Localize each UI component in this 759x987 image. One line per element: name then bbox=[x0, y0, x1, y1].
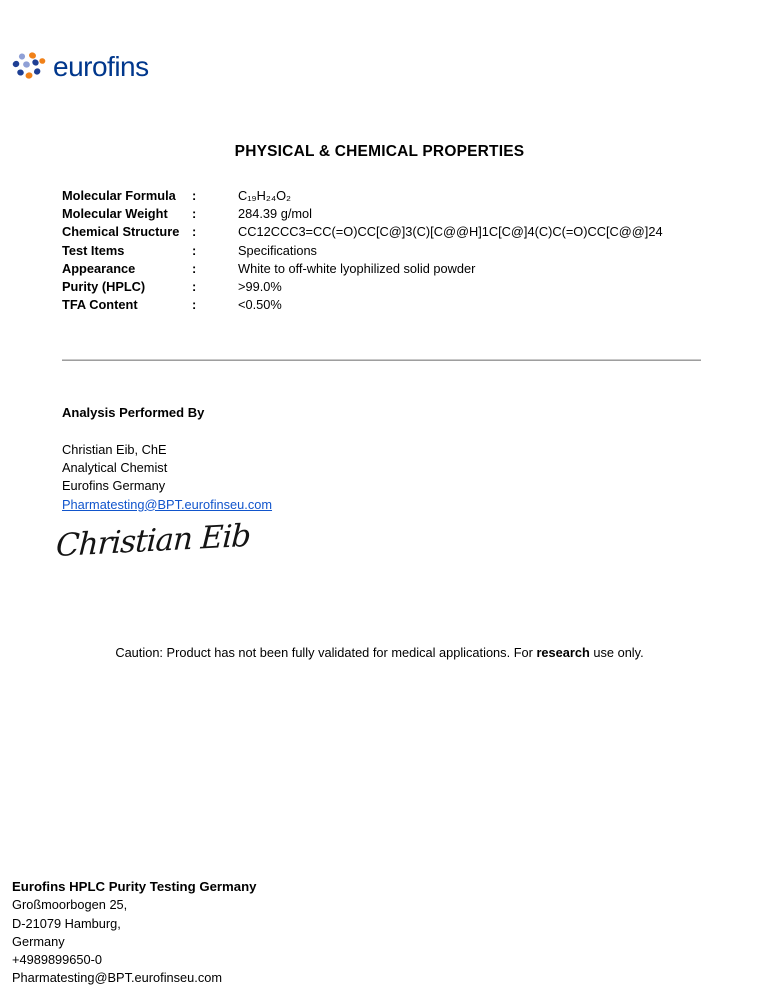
property-separator: : bbox=[192, 279, 197, 295]
caution-note bbox=[0, 645, 759, 660]
eurofins-wordmark: eurofins bbox=[53, 50, 149, 82]
footer-company: Eurofins HPLC Purity Testing Germany bbox=[12, 879, 257, 894]
footer-address-line2: D-21079 Hamburg, bbox=[12, 915, 121, 931]
property-value: White to off-white lyophilized solid powder bbox=[238, 260, 476, 276]
property-label: Purity (HPLC) bbox=[62, 279, 146, 295]
footer-email: Pharmatesting@BPT.eurofinseu.com bbox=[12, 970, 223, 986]
property-value: Specifications bbox=[238, 242, 317, 258]
property-separator: : bbox=[192, 297, 197, 313]
analyst-name: Christian Eib, ChE bbox=[62, 442, 167, 457]
properties-table bbox=[62, 187, 663, 314]
analyst-info bbox=[62, 441, 272, 514]
property-separator: : bbox=[192, 242, 197, 258]
property-separator: : bbox=[192, 224, 197, 240]
property-label: TFA Content bbox=[62, 297, 138, 313]
property-label: Molecular Weight bbox=[62, 206, 168, 222]
footer-address-line1: Großmoorbogen 25, bbox=[12, 897, 128, 913]
property-row bbox=[62, 260, 663, 278]
page-title: PHYSICAL & CHEMICAL PROPERTIES bbox=[234, 143, 525, 160]
section-divider bbox=[62, 359, 701, 361]
property-value: 284.39 g/mol bbox=[238, 206, 312, 222]
property-separator: : bbox=[192, 188, 197, 203]
caution-emphasis: research bbox=[536, 645, 590, 660]
analyst-company: Eurofins Germany bbox=[62, 478, 166, 494]
analysis-heading: Analysis Performed By bbox=[62, 405, 205, 420]
property-row bbox=[62, 223, 663, 241]
property-separator: : bbox=[192, 206, 197, 222]
property-separator: : bbox=[192, 260, 197, 276]
signature: Christian Eib bbox=[55, 517, 252, 565]
property-row bbox=[62, 278, 663, 296]
footer-phone: +4989899650-0 bbox=[12, 952, 103, 968]
analyst-title: Analytical Chemist bbox=[62, 460, 168, 476]
property-value: CC12CCC3=CC(=O)CC[C@]3(C)[C@@H]1C[C@]4(C)C(=O)CC[C@@]24 bbox=[238, 224, 663, 240]
property-row bbox=[62, 187, 663, 205]
property-label: Molecular Formula bbox=[62, 188, 176, 203]
caution-text-prefix: Caution: Product has not been fully validated for medical applications. For bbox=[115, 645, 537, 660]
property-label: Chemical Structure bbox=[62, 224, 180, 240]
analyst-email-link[interactable]: Pharmatesting@BPT.eurofinseu.com bbox=[62, 496, 273, 512]
eurofins-dots-icon bbox=[12, 52, 46, 83]
property-row bbox=[62, 296, 663, 314]
property-label: Test Items bbox=[62, 242, 125, 258]
footer bbox=[12, 878, 257, 987]
property-value: <0.50% bbox=[238, 297, 282, 313]
footer-address-line3: Germany bbox=[12, 933, 65, 949]
property-label: Appearance bbox=[62, 260, 136, 276]
property-row bbox=[62, 242, 663, 260]
property-value: C₁₉H₂₄O₂ bbox=[238, 188, 291, 203]
eurofins-logo bbox=[12, 52, 149, 83]
caution-text-suffix: use only. bbox=[589, 645, 644, 660]
property-row bbox=[62, 205, 663, 223]
property-value: >99.0% bbox=[238, 279, 282, 295]
